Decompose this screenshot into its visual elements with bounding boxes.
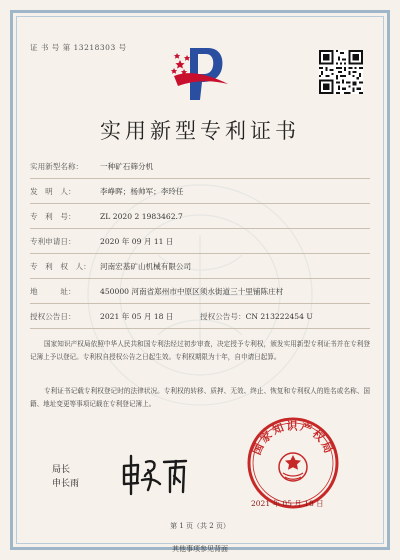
certificate-number: 证 书 号 第 13218303 号 (30, 43, 127, 52)
field-value: 450000 河南省郑州市中原区须水街道三十里铺陈庄村 (100, 287, 284, 296)
field-utility-model-name (30, 161, 153, 172)
field-label: 实用新型名称： (30, 162, 84, 171)
field-label: 授权公告日： (30, 312, 76, 321)
field-grant-date (30, 311, 174, 322)
page-indicator: 第 1 页（共 2 页） (170, 522, 230, 530)
field-label: 地 址： (30, 287, 76, 296)
director-title: 局长 (52, 465, 71, 475)
divider (30, 303, 370, 304)
patent-office-emblem-icon (168, 40, 232, 104)
seal-text: 国家知识产权局 (250, 419, 336, 457)
field-publication-number (200, 311, 313, 322)
field-inventors (30, 186, 184, 197)
seal-date: 2021 年 05 月 18 日 (251, 499, 324, 508)
field-value: 河南宏基矿山机械有限公司 (100, 262, 192, 271)
field-label: 授权公告号： (200, 312, 246, 321)
field-value: 2021 年 05 月 18 日 (100, 312, 174, 321)
certificate-title: 实用新型专利证书 (100, 119, 300, 143)
grant-paragraph: 国家知识产权局依照中华人民共和国专利法经过初步审查，决定授予专利权，颁发实用新型专利证书并在专利登记簿上予以登记。专利权自授权公告之日起生效。专利权期限为十年，自申请日起算。 (30, 340, 370, 361)
field-value: 一种矿石筛分机 (100, 162, 154, 171)
field-value: 2020 年 09 月 11 日 (100, 237, 174, 246)
field-patent-number (30, 211, 183, 222)
official-seal-icon (245, 415, 341, 511)
field-value: 李峥晖；杨帅军；李玲任 (100, 187, 184, 196)
divider (30, 228, 370, 229)
field-patentee (30, 261, 191, 272)
legal-status-paragraph: 专利证书记载专利权登记时的法律状况。专利权的转移、质押、无效、终止、恢复和专利权人的姓名或名称、国籍、地址变更等事项记载在专利登记簿上。 (30, 387, 370, 408)
field-value: ZL 2020 2 1983462.7 (100, 212, 183, 221)
field-label: 专 利 号： (30, 212, 76, 221)
director-signature-icon (118, 450, 190, 504)
footer-notice: 其他事项参见背面 (172, 545, 228, 553)
svg-text:国家知识产权局 (249, 419, 336, 457)
qr-code-icon (319, 50, 363, 94)
divider (30, 178, 370, 179)
field-address (30, 286, 283, 297)
field-label: 发 明 人： (30, 187, 76, 196)
field-label: 专 利 权 人： (30, 262, 91, 271)
field-application-date (30, 236, 174, 247)
field-label: 专利申请日： (30, 237, 76, 246)
divider (30, 278, 370, 279)
divider (30, 253, 370, 254)
director-name: 申长雨 (52, 479, 80, 489)
divider (30, 328, 370, 329)
divider (30, 203, 370, 204)
field-value: CN 213222454 U (245, 312, 313, 321)
